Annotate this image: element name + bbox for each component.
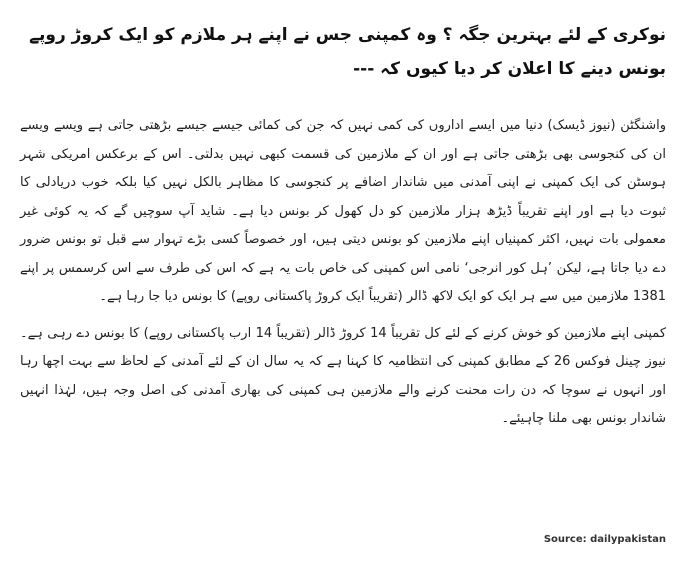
article-headline: نوکری کے لئے بہترین جگہ ؟ وہ کمپنی جس نے اپنے ہر ملازم کو ایک کروڑ روپے بونس دینے کا اعلان کر دیا کیوں کہ ---	[29, 25, 666, 79]
article-paragraph-1: واشنگٹن (نیوز ڈیسک) دنیا میں ایسے اداروں کی کمی نہیں کہ جن کی کمائی جیسے جیسے بڑھتی جاتی ہے ویسے ویسے ان کی کنجوسی بھی بڑھتی جاتی ہے اور ان کے ملازمین کی قسمت کبھی نہیں بدلتی۔ اس کے برعکس امریکی شہر ہوسٹن کی ایک کمپنی نے اپنی آمدنی میں شاندار اضافے پر کنجوسی کا مظاہر بالکل نہیں کیا بلکہ خوب دریادلی کا ثبوت دیا ہے اور اپنے تقریباً ڈیڑھ ہزار ملازمین کو دل کھول کر بونس دیا ہے۔ شاید آپ سوچیں گے کہ یہ کوئی غیر معمولی بات نہیں، اکثر کمپنیاں اپنے ملازمین کو بونس دیتی ہیں، اور خصوصاً کسی بڑے تہوار سے قبل تو بونس ضرور دے دیا جاتا ہے، لیکن ’ہل کور انرجی‘ نامی اس کمپنی کی خاص بات یہ ہے کہ اس کی طرف سے اس کرسمس پر اپنے 1381 ملازمین میں سے ہر ایک کو ایک لاکھ ڈالر (تقریباً ایک کروڑ پاکستانی روپے) کا بونس دیا جا رہا ہے۔	[20, 118, 666, 304]
article	[20, 18, 666, 434]
article-paragraph-2: کمپنی اپنے ملازمین کو خوش کرنے کے لئے کل تقریباً 14 کروڑ ڈالر (تقریباً 14 ارب پاکستانی روپے) کا بونس دے رہی ہے۔ نیوز چینل فوکس 26 کے مطابق کمپنی کی انتظامیہ کا کہنا ہے کہ یہ سال ان کے لئے آمدنی کے لحاظ سے بہت اچھا رہا اور انہوں نے سوچا کہ دن رات محنت کرنے والے ملازمین ہی کمپنی کی بھاری آمدنی کی اصل وجہ ہیں، لہٰذا انہیں شاندار بونس بھی ملنا چاہیئے۔	[20, 325, 667, 426]
source-credit: Source: dailypakistan	[543, 534, 666, 545]
